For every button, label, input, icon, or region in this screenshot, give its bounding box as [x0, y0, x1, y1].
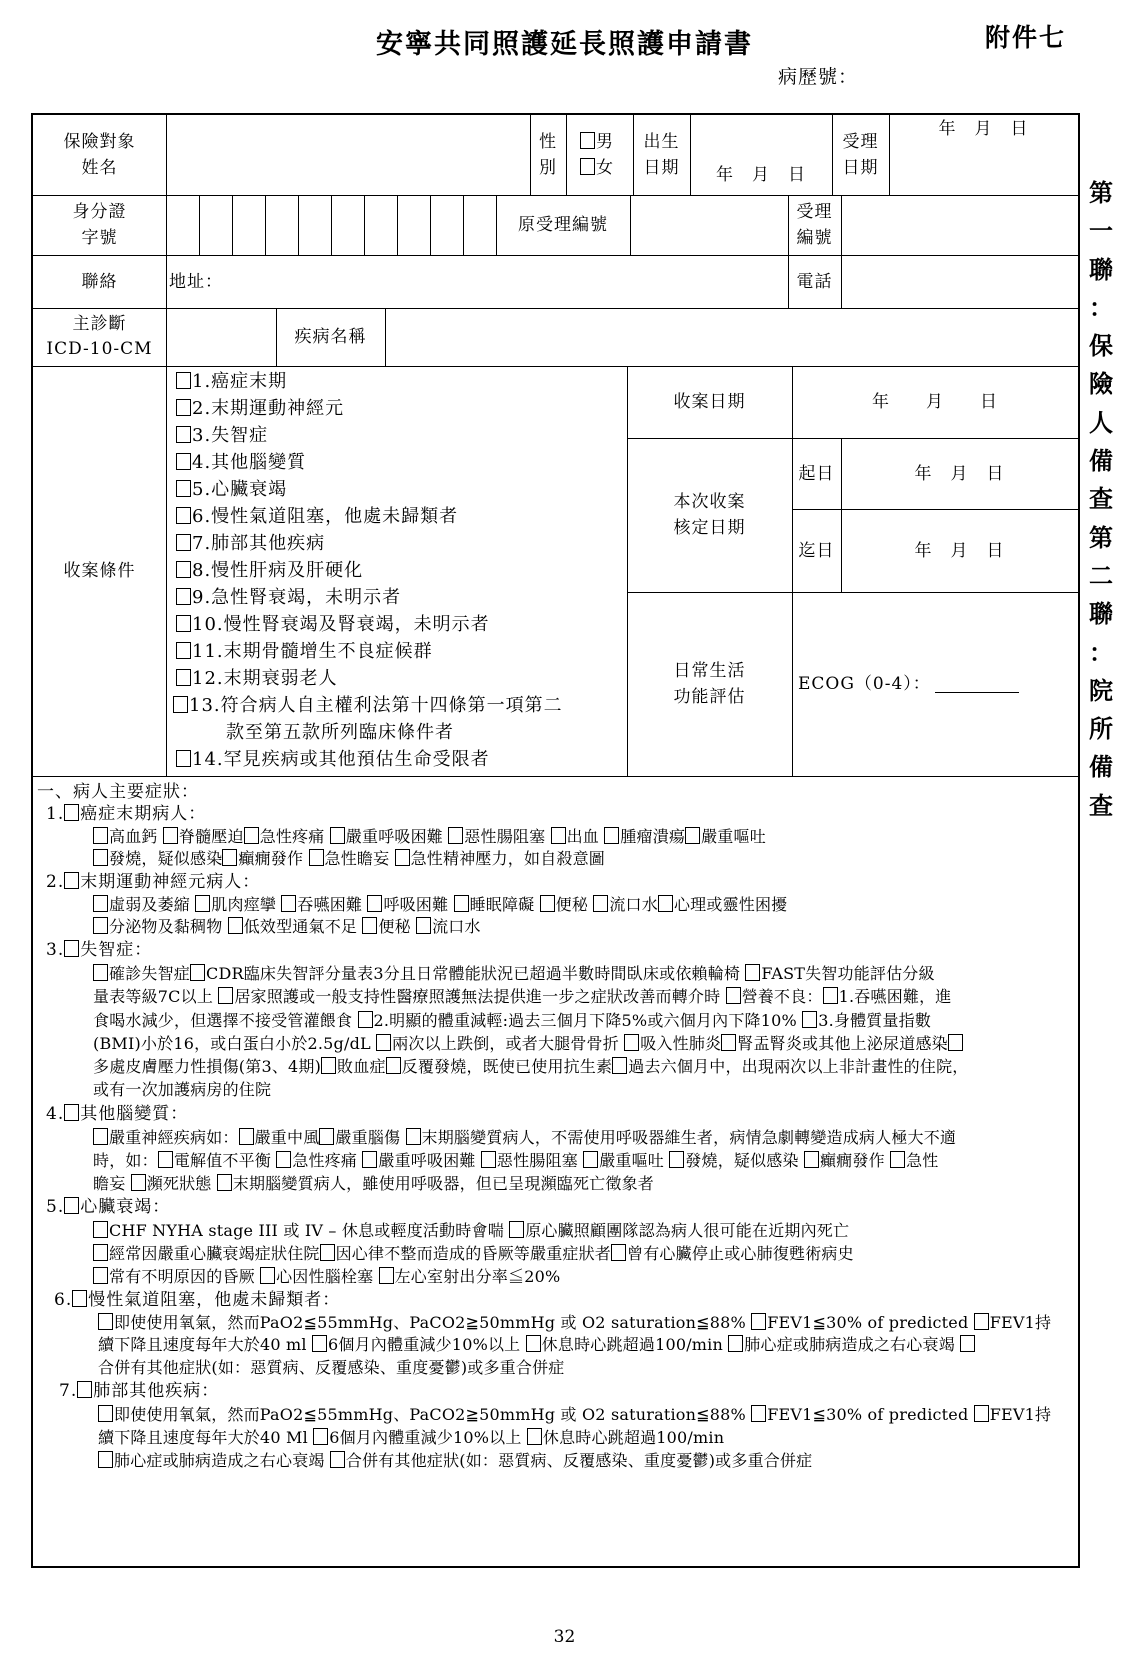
- criteria-item[interactable]: 6.慢性氣道阻塞，他處未歸類者: [176, 503, 563, 530]
- checkbox[interactable]: [823, 987, 838, 1004]
- checkbox[interactable]: [540, 895, 555, 912]
- sex-label: 性 別: [539, 132, 557, 178]
- checkbox[interactable]: [93, 895, 108, 912]
- symptom-heading[interactable]: 3. 失智症：: [46, 940, 153, 960]
- checkbox[interactable]: [367, 895, 382, 912]
- checkbox[interactable]: [481, 1151, 496, 1168]
- checkbox[interactable]: [526, 1335, 541, 1352]
- checkbox[interactable]: [176, 426, 191, 443]
- sex-male-option[interactable]: 男: [580, 129, 614, 155]
- checkbox[interactable]: [93, 1221, 108, 1238]
- checkbox[interactable]: [72, 1290, 87, 1307]
- ecog-field[interactable]: [792, 592, 1078, 776]
- checkbox[interactable]: [77, 1381, 92, 1398]
- phone-field[interactable]: [841, 255, 1078, 308]
- checkbox[interactable]: [583, 1151, 598, 1168]
- symptom-line[interactable]: 量表等級7C以上 居家照護或一般支持性醫療照護無法提供進一步之症狀改善而轉介時 營養不良： 1.吞嚥困難，進: [93, 987, 952, 1007]
- symptom-line[interactable]: 高血鈣 脊髓壓迫 急性疼痛 嚴重呼吸困難 惡性腸阻塞 出血 腫瘤潰瘍 嚴重嘔吐: [37, 826, 1077, 848]
- checkbox[interactable]: [319, 1128, 334, 1145]
- accept-no-field[interactable]: [841, 195, 1078, 255]
- checkbox[interactable]: [416, 917, 431, 934]
- intake-date-field[interactable]: 年 月 日: [872, 392, 998, 412]
- original-accept-no-field[interactable]: [630, 195, 788, 255]
- symptom-line[interactable]: 瞻妄 瀕死狀態 末期腦變質病人，雖使用呼吸器，但已呈現瀕臨死亡徵象者: [93, 1173, 654, 1193]
- checkbox[interactable]: [804, 1151, 819, 1168]
- symptom-line[interactable]: 或有一次加護病房的住院: [93, 1080, 272, 1100]
- symptom-group: [37, 1288, 1077, 1380]
- accept-date-field[interactable]: 年 月 日: [938, 119, 1029, 139]
- checkbox[interactable]: [330, 1451, 345, 1468]
- checkbox[interactable]: [64, 940, 79, 957]
- checkbox[interactable]: [362, 1151, 377, 1168]
- checkbox[interactable]: [64, 1104, 79, 1121]
- symptoms-title: 一、病人主要症狀：: [37, 782, 199, 802]
- checkbox[interactable]: [131, 1174, 146, 1191]
- checkbox[interactable]: [612, 1057, 627, 1074]
- checkbox[interactable]: [624, 1034, 639, 1051]
- id-number-label: 身分證 字號: [72, 202, 127, 248]
- checkbox[interactable]: [176, 615, 191, 632]
- checkbox[interactable]: [751, 1405, 766, 1422]
- checkbox[interactable]: [190, 964, 205, 981]
- checkbox[interactable]: [176, 480, 191, 497]
- symptom-line[interactable]: 食喝水減少，但選擇不接受管灌餵食 2.明顯的體重減輕:過去三個月下降5%或六個月內下降10% 3.身體質量指數: [93, 1010, 932, 1030]
- original-accept-no-label: 原受理編號: [518, 215, 608, 235]
- accept-date-label: 受理 日期: [842, 132, 879, 178]
- symptom-line[interactable]: 續下降且速度每年大於40 Ml 6個月內體重減少10%以上 休息時心跳超過100/min: [98, 1428, 725, 1448]
- address-field[interactable]: [169, 255, 779, 308]
- checkbox[interactable]: [176, 372, 191, 389]
- insured-name-field[interactable]: [166, 115, 530, 195]
- end-date-field[interactable]: 年 月 日: [914, 540, 1005, 561]
- symptom-line[interactable]: 嚴重神經疾病如： 嚴重中風 嚴重腦傷 末期腦變質病人，不需使用呼吸器維生者，病情急劇轉變造成病人極大不適: [37, 1126, 1077, 1149]
- insured-name-label: 保險對象 姓名: [63, 132, 136, 178]
- checkbox[interactable]: [313, 1428, 328, 1445]
- checkbox[interactable]: [395, 849, 410, 866]
- contact-label: 聯絡: [81, 271, 118, 292]
- id-number-field[interactable]: [166, 195, 496, 255]
- symptom-line[interactable]: 常有不明原因的昏厥 心因性腦栓塞 左心室射出分率≦20%: [37, 1265, 1077, 1288]
- start-date-field[interactable]: 年 月 日: [914, 463, 1005, 484]
- criteria-item[interactable]: 10.慢性腎衰竭及腎衰竭，未明示者: [176, 611, 563, 638]
- checkbox[interactable]: [158, 1151, 173, 1168]
- checkbox[interactable]: [658, 895, 673, 912]
- checkbox[interactable]: [176, 561, 191, 578]
- checkbox[interactable]: [260, 1267, 275, 1284]
- checkbox[interactable]: [386, 1057, 401, 1074]
- checkbox[interactable]: [751, 1313, 766, 1330]
- checkbox[interactable]: [176, 453, 191, 470]
- symptom-line[interactable]: 確診失智症 CDR臨床失智評分量表3分且日常體能狀況已超過半數時間臥床或依賴輪椅 FAST失智功能評估分級: [37, 962, 1077, 985]
- intake-criteria-label: 收案條件: [63, 561, 136, 581]
- criteria-item[interactable]: 11.末期骨髓增生不良症候群: [176, 638, 563, 665]
- checkbox[interactable]: [64, 872, 79, 889]
- checkbox[interactable]: [379, 1267, 394, 1284]
- checkbox[interactable]: [890, 1151, 905, 1168]
- checkbox[interactable]: [176, 669, 191, 686]
- checkbox[interactable]: [98, 1451, 113, 1468]
- symptom-line[interactable]: 多處皮膚壓力性損傷(第3、4期) 敗血症 反覆發燒，既使已使用抗生素 過去六個月中，出現兩次以上非計畫性的住院，: [93, 1057, 969, 1077]
- approved-date-label: 本次收案 核定日期: [673, 492, 746, 538]
- symptom-group: [37, 802, 1077, 870]
- checkbox[interactable]: [93, 917, 108, 934]
- symptom-heading[interactable]: 1. 癌症末期病人：: [46, 804, 207, 824]
- criteria-item[interactable]: 1.癌症末期: [176, 368, 563, 395]
- symptom-heading[interactable]: 4. 其他腦變質：: [46, 1103, 189, 1124]
- criteria-item[interactable]: 2.末期運動神經元: [176, 395, 563, 422]
- attachment-label: 附件七: [985, 23, 1067, 52]
- checkbox[interactable]: [218, 987, 233, 1004]
- criteria-item[interactable]: 5.心臟衰竭: [176, 476, 563, 503]
- checkbox[interactable]: [93, 1267, 108, 1284]
- checkbox[interactable]: [176, 642, 191, 659]
- symptom-heading[interactable]: 5. 心臟衰竭：: [46, 1196, 171, 1217]
- symptom-line[interactable]: 發燒，疑似感染 癲癇發作 急性瞻妄 急性精神壓力，如自殺意圖: [37, 848, 1077, 870]
- symptom-line[interactable]: 時，如： 電解值不平衡 急性疼痛 嚴重呼吸困難 惡性腸阻塞 嚴重嘔吐 發燒，疑似感染 癲癇發作 急性: [93, 1150, 939, 1170]
- side-copy-label: 第 一 聯 ： 保 險 人 備 查 第 二 聯 ： 院 所 備 查: [1089, 178, 1113, 820]
- criteria-item[interactable]: 7.肺部其他疾病: [176, 530, 563, 557]
- checkbox[interactable]: [604, 827, 619, 844]
- end-date-label: 迄日: [798, 540, 835, 561]
- checkbox[interactable]: [276, 1151, 291, 1168]
- checkbox[interactable]: [163, 827, 178, 844]
- checkbox[interactable]: [685, 827, 700, 844]
- checkbox[interactable]: [93, 964, 108, 981]
- dob-field[interactable]: 年 月 日: [716, 165, 806, 185]
- symptom-line[interactable]: 虛弱及萎縮 肌肉痙攣 吞嚥困難 呼吸困難 睡眠障礙 便秘 流口水 心理或靈性困擾: [37, 894, 1077, 916]
- checkbox[interactable]: [376, 1034, 391, 1051]
- disease-name-label: 疾病名稱: [294, 327, 367, 347]
- checkbox[interactable]: [948, 1034, 963, 1051]
- symptom-line[interactable]: 分泌物及黏稠物 低效型通氣不足 便秘 流口水: [37, 916, 1077, 938]
- intake-date-label: 收案日期: [673, 392, 746, 412]
- checkbox[interactable]: [974, 1313, 989, 1330]
- symptom-line[interactable]: 合併有其他症狀(如：惡質病、反覆感染、重度憂鬱)或多重合併症: [98, 1357, 565, 1377]
- intake-criteria-list: [176, 368, 563, 773]
- criteria-item[interactable]: 14.罕見疾病或其他預估生命受限者: [176, 746, 563, 773]
- criteria-item[interactable]: 13.符合病人自主權利法第十四條第一項第二: [173, 692, 563, 719]
- criteria-item[interactable]: 款至第五款所列臨床條件者: [226, 722, 454, 743]
- symptom-heading[interactable]: 6. 慢性氣道阻塞，他處未歸類者：: [54, 1289, 341, 1310]
- checkbox[interactable]: [217, 1174, 232, 1191]
- checkbox[interactable]: [330, 827, 345, 844]
- checkbox[interactable]: [362, 917, 377, 934]
- symptom-line[interactable]: 即使使用氧氣，然而PaO2≦55mmHg、PaCO2≧50mmHg 或 O2 saturation≦88% FEV1≦30% of predicted FEV1持: [37, 1312, 1077, 1335]
- checkbox[interactable]: [312, 1335, 327, 1352]
- accept-no-label: 受理 編號: [796, 202, 833, 248]
- symptom-line[interactable]: 續下降且速度每年大於40 ml 6個月內體重減少10%以上 休息時心跳超過100/min 肺心症或肺病造成之右心衰竭: [37, 1334, 1077, 1357]
- checkbox[interactable]: [669, 1151, 684, 1168]
- checkbox[interactable]: [173, 696, 188, 713]
- checkbox[interactable]: [728, 1335, 743, 1352]
- symptom-heading[interactable]: 2. 末期運動神經元病人：: [46, 872, 261, 892]
- checkbox[interactable]: [309, 849, 324, 866]
- criteria-item[interactable]: 8.慢性肝病及肝硬化: [176, 557, 563, 584]
- checkbox[interactable]: [745, 964, 760, 981]
- icd-code-field[interactable]: [166, 308, 276, 366]
- checkbox[interactable]: [228, 917, 243, 934]
- checkbox[interactable]: [321, 1057, 336, 1074]
- symptom-group: [37, 1379, 1077, 1472]
- checkbox[interactable]: [802, 1011, 817, 1028]
- checkbox[interactable]: [551, 827, 566, 844]
- checkbox[interactable]: [593, 895, 608, 912]
- checkbox[interactable]: [176, 750, 191, 767]
- checkbox[interactable]: [358, 1011, 373, 1028]
- checkbox[interactable]: [527, 1428, 542, 1445]
- phone-label: 電話: [796, 271, 833, 292]
- checkbox[interactable]: [222, 849, 237, 866]
- disease-name-field[interactable]: [385, 308, 1078, 366]
- checkbox[interactable]: [176, 534, 191, 551]
- checkbox[interactable]: [320, 1244, 335, 1261]
- checkbox[interactable]: [64, 1197, 79, 1214]
- adl-assessment-label: 日常生活 功能評估: [673, 661, 746, 707]
- medical-record-label: 病歷號：: [778, 66, 859, 88]
- sex-female-checkbox[interactable]: [580, 158, 595, 175]
- checkbox[interactable]: [176, 507, 191, 524]
- criteria-item[interactable]: 9.急性腎衰竭，未明示者: [176, 584, 563, 611]
- sex-male-checkbox[interactable]: [580, 132, 595, 149]
- symptom-group: [37, 938, 1077, 1102]
- symptom-heading[interactable]: 7. 肺部其他疾病：: [59, 1381, 220, 1402]
- checkbox[interactable]: [176, 399, 191, 416]
- checkbox[interactable]: [98, 1405, 113, 1422]
- symptom-line[interactable]: (BMI)小於16，或白蛋白小於2.5g/dL 兩次以上跌倒，或者大腿骨骨折 吸入性肺炎 腎盂腎炎或其他上泌尿道感染: [37, 1032, 1077, 1055]
- symptom-line[interactable]: 即使使用氧氣，然而PaO2≦55mmHg、PaCO2≧50mmHg 或 O2 saturation≦88% FEV1≦30% of predicted FEV1持: [37, 1403, 1077, 1426]
- checkbox[interactable]: [721, 1034, 736, 1051]
- checkbox[interactable]: [239, 1128, 254, 1145]
- checkbox[interactable]: [195, 895, 210, 912]
- checkbox[interactable]: [611, 1244, 626, 1261]
- criteria-item[interactable]: 3.失智症: [176, 422, 563, 449]
- symptom-line[interactable]: 經常因嚴重心臟衰竭症狀住院 因心律不整而造成的昏厥等嚴重症狀者 曾有心臟停止或心肺復甦術病史: [37, 1242, 1077, 1265]
- symptom-group: [37, 1195, 1077, 1288]
- checkbox[interactable]: [454, 895, 469, 912]
- criteria-item[interactable]: 4.其他腦變質: [176, 449, 563, 476]
- checkbox[interactable]: [93, 1244, 108, 1261]
- checkbox[interactable]: [93, 827, 108, 844]
- symptom-line[interactable]: CHF NYHA stage III 或 IV – 休息或輕度活動時會喘 原心臟照顧團隊認為病人很可能在近期內死亡: [37, 1219, 1077, 1242]
- checkbox[interactable]: [244, 827, 259, 844]
- start-date-label: 起日: [798, 463, 835, 484]
- ecog-label: ECOG（0-4）：: [798, 674, 931, 694]
- checkbox[interactable]: [176, 588, 191, 605]
- dob-label: 出生 日期: [643, 132, 680, 178]
- checkbox[interactable]: [974, 1405, 989, 1422]
- checkbox[interactable]: [960, 1335, 975, 1352]
- checkbox[interactable]: [509, 1221, 524, 1238]
- symptom-line[interactable]: 肺心症或肺病造成之右心衰竭 合併有其他症狀(如：惡質病、反覆感染、重度憂鬱)或多重合併症: [37, 1449, 1077, 1472]
- checkbox[interactable]: [93, 1128, 108, 1145]
- address-label: 地址：: [169, 271, 223, 292]
- checkbox[interactable]: [93, 849, 108, 866]
- form-title: 安寧共同照護延長照護申請書: [376, 29, 753, 60]
- sex-female-option[interactable]: 女: [580, 155, 614, 181]
- main-symptoms-section: [37, 777, 1077, 1472]
- checkbox[interactable]: [281, 895, 296, 912]
- symptom-group: [37, 870, 1077, 938]
- checkbox[interactable]: [64, 804, 79, 821]
- criteria-item[interactable]: 12.末期衰弱老人: [176, 665, 563, 692]
- symptom-group: [37, 1102, 1077, 1195]
- checkbox[interactable]: [726, 987, 741, 1004]
- main-diagnosis-label: 主診斷 ICD-10-CM: [46, 314, 153, 359]
- checkbox[interactable]: [406, 1128, 421, 1145]
- checkbox[interactable]: [448, 827, 463, 844]
- page-number: 32: [553, 1627, 576, 1647]
- checkbox[interactable]: [98, 1313, 113, 1330]
